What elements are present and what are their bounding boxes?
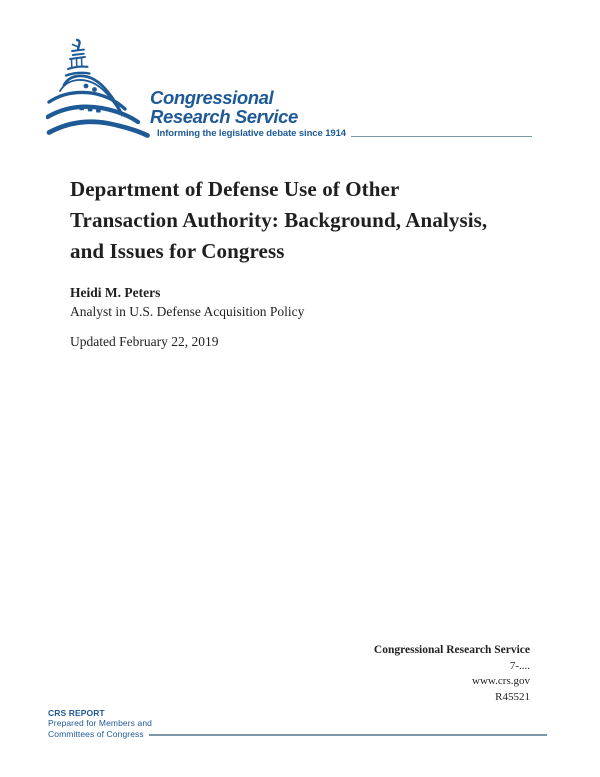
crs-report-label: CRS REPORT <box>48 708 105 718</box>
author-block <box>70 284 304 321</box>
author-name: Heidi M. Peters <box>70 285 161 300</box>
report-title-line-1: Department of Defense Use of Other <box>70 177 400 201</box>
prepared-line-1: Prepared for Members and <box>48 718 152 729</box>
footer-rule <box>149 734 547 736</box>
report-number: R45521 <box>495 691 530 704</box>
publisher-phone: 7-.... <box>509 659 530 672</box>
publication-info-block <box>374 643 530 706</box>
report-title <box>70 174 487 267</box>
report-title-line-2: Transaction Authority: Background, Analysis, <box>70 208 488 232</box>
logo-wordmark-line1: Congressional <box>150 87 274 108</box>
publisher-name: Congressional Research Service <box>373 644 530 656</box>
header-rule <box>351 136 532 138</box>
logo-tagline: Informing the legislative debate since 1914 <box>157 128 346 139</box>
crs-report-tag <box>48 708 547 739</box>
publisher-website: www.crs.gov <box>472 675 530 688</box>
crs-logo-text <box>150 89 532 139</box>
report-title-line-3: and Issues for Congress <box>70 239 285 263</box>
logo-wordmark-line2: Research Service <box>150 105 298 127</box>
updated-date: Updated February 22, 2019 <box>70 334 219 349</box>
prepared-line-2: Committees of Congress <box>48 728 144 739</box>
capitol-dome-icon <box>46 36 166 144</box>
author-role: Analyst in U.S. Defense Acquisition Policy <box>70 303 305 319</box>
